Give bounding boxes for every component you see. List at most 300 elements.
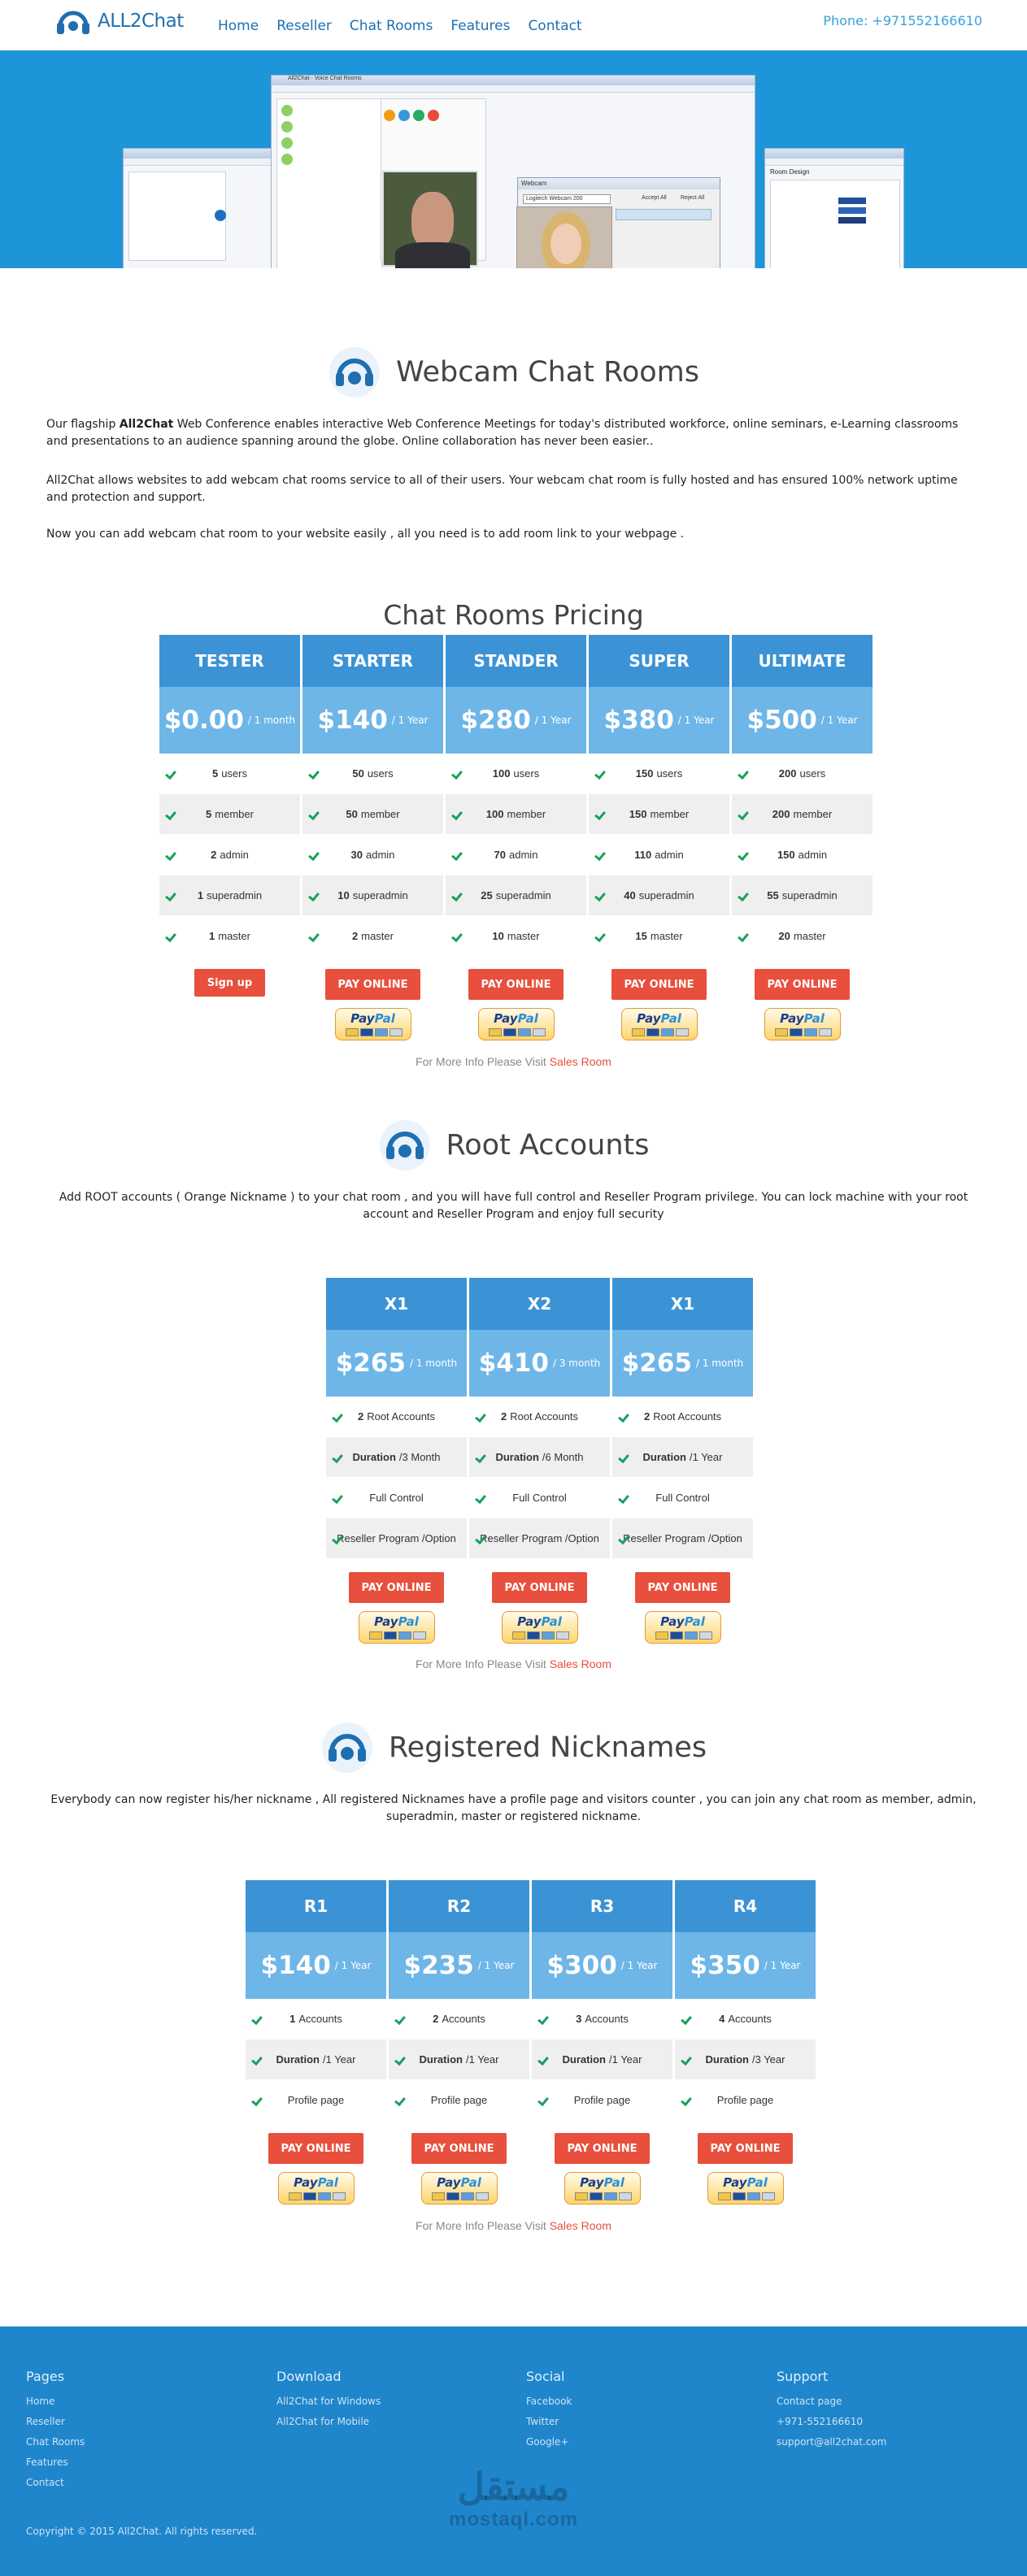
check-icon	[476, 1452, 487, 1463]
feature-text	[351, 849, 395, 861]
feature-value: 50	[352, 767, 364, 780]
feature-row	[302, 916, 443, 957]
feature-label: admin	[798, 849, 828, 861]
feature-label: Profile page	[573, 2094, 631, 2106]
paypal-logo: PayPal	[517, 1614, 562, 1629]
feature-value: 110	[634, 849, 652, 861]
price-amount: $500	[746, 706, 817, 735]
price-period: / 1 Year	[764, 1960, 801, 1971]
feature-value: 200	[778, 767, 797, 780]
footer-link-home[interactable]: Home	[26, 2396, 55, 2407]
feature-value: 2	[643, 1410, 651, 1423]
feature-value: 100	[485, 808, 504, 820]
check-icon	[309, 931, 320, 942]
feature-text	[767, 889, 837, 901]
feature-row	[326, 1478, 467, 1518]
feature-text	[636, 767, 683, 780]
pricing-plan-1	[159, 635, 300, 957]
pricing-plan-3	[446, 635, 586, 957]
feature-text	[352, 930, 394, 942]
webcam-section-header	[0, 345, 1027, 399]
feature-text	[352, 767, 393, 780]
check-icon	[476, 1492, 487, 1504]
feature-row	[389, 2040, 529, 2080]
root-section-header	[0, 1119, 1027, 1172]
footer-link-contact[interactable]: Contact	[26, 2477, 64, 2488]
price-period: / 1 Year	[391, 715, 429, 726]
pay-online-button[interactable]: PAY ONLINE	[555, 2133, 651, 2164]
pay-online-button[interactable]: PAY ONLINE	[698, 2133, 794, 2164]
root-plan-3	[612, 1278, 753, 1559]
feature-row	[589, 794, 729, 835]
paypal-logo: PayPal	[723, 2175, 768, 2190]
check-icon	[538, 2095, 550, 2106]
feature-value: 5	[206, 808, 212, 820]
top-navbar	[0, 0, 1027, 50]
feature-value: 150	[777, 849, 795, 861]
plan-name: R2	[389, 1880, 529, 1932]
pay-online-button[interactable]: PAY ONLINE	[755, 969, 851, 1000]
feature-text	[772, 808, 832, 820]
check-icon	[395, 2054, 407, 2066]
feature-row	[532, 2040, 672, 2080]
check-icon	[681, 2054, 693, 2066]
pricing-table	[159, 635, 873, 957]
footer-link-reseller[interactable]: Reseller	[26, 2416, 65, 2427]
check-icon	[595, 890, 607, 901]
plan-price	[389, 1932, 529, 1999]
feature-text	[512, 1492, 566, 1504]
paypal-badge[interactable]	[564, 2172, 641, 2205]
check-icon	[166, 768, 177, 780]
paypal-logo: PayPal	[780, 1011, 825, 1026]
webcam-paragraph-2: All2Chat allows websites to add webcam chat rooms service to all of their users. Your webcam chat room is fully hosted and has ensured 100% network uptime and protection and support.	[46, 474, 958, 504]
price-amount: $235	[403, 1951, 474, 1980]
sales-room-link[interactable]: Sales Room	[549, 1657, 611, 1670]
plan-price	[589, 687, 729, 754]
plan-actions	[446, 969, 586, 1040]
feature-value: Duration	[419, 2053, 463, 2066]
feature-row	[302, 754, 443, 794]
pay-online-button[interactable]: PAY ONLINE	[268, 2133, 364, 2164]
feature-row	[159, 754, 300, 794]
feature-label: Full Control	[369, 1492, 424, 1504]
check-icon	[395, 2013, 407, 2025]
check-icon	[538, 2054, 550, 2066]
paypal-badge[interactable]	[764, 1008, 841, 1040]
feature-label: master	[361, 930, 394, 942]
sales-room-link[interactable]: Sales Room	[549, 1055, 611, 1068]
feature-text	[209, 930, 250, 942]
check-icon	[166, 931, 177, 942]
plan-price	[446, 687, 586, 754]
price-amount: $140	[260, 1951, 331, 1980]
feature-row	[326, 1437, 467, 1478]
feature-text	[494, 849, 538, 861]
paypal-logo: PayPal	[294, 2175, 338, 2190]
feature-label: admin	[366, 849, 395, 861]
phone-number[interactable]: Phone: +971552166610	[823, 13, 982, 28]
feature-label: admin	[509, 849, 538, 861]
feature-label: Root Accounts	[367, 1410, 436, 1423]
paypal-logo: PayPal	[580, 2175, 624, 2190]
check-icon	[538, 2013, 550, 2025]
check-icon	[452, 931, 463, 942]
footer	[0, 2326, 1027, 2576]
paypal-badge[interactable]	[645, 1611, 721, 1644]
feature-row	[159, 875, 300, 916]
feature-label: users	[221, 767, 248, 780]
plan-name: R3	[532, 1880, 672, 1932]
paypal-badge[interactable]	[478, 1008, 555, 1040]
feature-label: superadmin	[638, 889, 694, 901]
feature-value: 50	[346, 808, 358, 820]
feature-value: Duration	[352, 1451, 396, 1463]
nick-buttons	[246, 2133, 816, 2205]
feature-row	[159, 916, 300, 957]
check-icon	[619, 1411, 630, 1423]
brand-mention: All2Chat	[119, 418, 174, 431]
feature-label: member	[507, 808, 546, 820]
feature-label: Accounts	[585, 2013, 629, 2025]
brand-logo[interactable]	[54, 5, 184, 37]
feature-text	[358, 1410, 435, 1423]
credit-cards-icon	[575, 2192, 632, 2200]
nav-reseller[interactable]: Reseller	[276, 18, 332, 34]
feature-label: Full Control	[655, 1492, 710, 1504]
footer-link-googleplus[interactable]: Google+	[526, 2436, 569, 2448]
feature-label: member	[360, 808, 400, 820]
plan-price	[302, 687, 443, 754]
room-design-window: Room Design	[764, 148, 904, 268]
feature-row	[589, 875, 729, 916]
pay-online-button[interactable]: PAY ONLINE	[492, 1572, 588, 1603]
feature-text	[779, 767, 826, 780]
check-icon	[738, 931, 750, 942]
feature-text	[501, 1410, 578, 1423]
footer-link-contact-page[interactable]: Contact page	[777, 2396, 842, 2407]
feature-text	[276, 2053, 356, 2066]
feature-value: 2	[211, 849, 217, 861]
paypal-badge[interactable]	[707, 2172, 784, 2205]
plan-price	[469, 1330, 610, 1397]
check-icon	[166, 890, 177, 901]
feature-text	[289, 2013, 342, 2025]
feature-label: Accounts	[728, 2013, 772, 2025]
feature-row	[326, 1397, 467, 1437]
price-period: / 3 month	[553, 1358, 601, 1369]
nav-chat-rooms[interactable]: Chat Rooms	[349, 18, 433, 34]
feature-label: member	[793, 808, 833, 820]
feature-value: 1	[289, 2013, 296, 2025]
sales-room-link[interactable]: Sales Room	[549, 2219, 611, 2232]
root-buttons	[326, 1572, 753, 1644]
feature-text	[346, 808, 399, 820]
paypal-logo: PayPal	[437, 2175, 481, 2190]
pay-online-button[interactable]: PAY ONLINE	[635, 1572, 731, 1603]
paypal-logo: PayPal	[350, 1011, 395, 1026]
plan-actions	[159, 969, 300, 1040]
pay-online-button[interactable]: PAY ONLINE	[325, 969, 421, 1000]
pay-online-button[interactable]: PAY ONLINE	[349, 1572, 445, 1603]
check-icon	[333, 1533, 344, 1544]
feature-text	[643, 1451, 723, 1463]
more-info-root: For More Info Please Visit Sales Room	[416, 1657, 611, 1670]
feature-label: superadmin	[352, 889, 408, 901]
feature-text	[719, 2013, 772, 2025]
check-icon	[595, 809, 607, 820]
feature-label: superadmin	[495, 889, 551, 901]
feature-label: /3 Year	[751, 2053, 785, 2066]
credit-cards-icon	[775, 1028, 832, 1036]
feature-label: Accounts	[442, 2013, 485, 2025]
paypal-badge[interactable]	[278, 2172, 355, 2205]
feature-row	[469, 1397, 610, 1437]
feature-label: admin	[655, 849, 684, 861]
nick-plan-3	[532, 1880, 672, 2121]
feature-value: 1	[209, 930, 215, 942]
feature-row	[589, 754, 729, 794]
copyright: Copyright © 2015 All2Chat. All rights reserved.	[26, 2526, 258, 2537]
headset-logo-icon	[320, 1721, 374, 1775]
footer-link-features[interactable]: Features	[26, 2457, 68, 2468]
feature-text	[576, 2013, 629, 2025]
check-icon	[452, 890, 463, 901]
headset-logo-icon	[328, 345, 381, 399]
feature-value: 100	[492, 767, 511, 780]
price-amount: $350	[690, 1951, 760, 1980]
paypal-badge[interactable]	[335, 1008, 411, 1040]
plan-name: TESTER	[159, 635, 300, 687]
nav-home[interactable]: Home	[218, 18, 259, 34]
check-icon	[619, 1452, 630, 1463]
nick-plan-1	[246, 1880, 386, 2121]
feature-label: member	[650, 808, 690, 820]
plan-actions	[246, 2133, 386, 2205]
footer-link-facebook[interactable]: Facebook	[526, 2396, 572, 2407]
price-amount: $300	[546, 1951, 617, 1980]
feature-value: Duration	[276, 2053, 320, 2066]
check-icon	[166, 849, 177, 861]
plan-actions	[469, 1572, 610, 1644]
feature-text	[563, 2053, 642, 2066]
webcam-section-title: Webcam Chat Rooms	[395, 356, 700, 389]
price-period: / 1 month	[696, 1358, 744, 1369]
feature-row	[469, 1518, 610, 1559]
feature-row	[246, 2080, 386, 2121]
paypal-badge[interactable]	[502, 1611, 578, 1644]
feature-text	[337, 1532, 456, 1544]
feature-text	[352, 1451, 440, 1463]
plan-actions	[675, 2133, 816, 2205]
feature-label: master	[218, 930, 250, 942]
feature-row	[246, 1999, 386, 2040]
feature-text	[624, 889, 694, 901]
feature-value: 200	[772, 808, 790, 820]
pricing-plan-2	[302, 635, 443, 957]
feature-label: Profile page	[430, 2094, 488, 2106]
feature-row	[246, 2040, 386, 2080]
price-period: / 1 Year	[820, 715, 858, 726]
plan-name: ULTIMATE	[732, 635, 873, 687]
paypal-badge[interactable]	[359, 1611, 435, 1644]
check-icon	[595, 768, 607, 780]
check-icon	[452, 768, 463, 780]
feature-value: 70	[494, 849, 507, 861]
check-icon	[452, 809, 463, 820]
feature-label: users	[656, 767, 683, 780]
plan-name: SUPER	[589, 635, 729, 687]
more-info-nick: For More Info Please Visit Sales Room	[416, 2219, 611, 2232]
price-amount: $265	[335, 1349, 406, 1378]
nick-section-header	[0, 1721, 1027, 1775]
feature-row	[469, 1437, 610, 1478]
plan-actions	[326, 1572, 467, 1644]
nick-plan-2	[389, 1880, 529, 2121]
check-icon	[252, 2054, 263, 2066]
paypal-badge[interactable]	[421, 2172, 498, 2205]
feature-text	[717, 2094, 773, 2106]
feature-text	[655, 1492, 709, 1504]
check-icon	[738, 809, 750, 820]
price-period: / 1 month	[410, 1358, 458, 1369]
feature-row	[159, 794, 300, 835]
footer-link-windows[interactable]: All2Chat for Windows	[276, 2396, 381, 2407]
feature-label: /1 Year	[689, 1451, 723, 1463]
price-period: / 1 month	[247, 715, 296, 726]
feature-text	[433, 2013, 485, 2025]
feature-value: 30	[350, 849, 363, 861]
feature-label: /6 Month	[542, 1451, 584, 1463]
hero-banner	[0, 50, 1027, 268]
plan-actions	[532, 2133, 672, 2205]
check-icon	[738, 849, 750, 861]
feature-text	[369, 1492, 423, 1504]
feature-row	[302, 875, 443, 916]
feature-label: Profile page	[287, 2094, 345, 2106]
feature-text	[634, 849, 683, 861]
feature-label: /1 Year	[465, 2053, 499, 2066]
price-amount: $265	[621, 1349, 692, 1378]
feature-label: users	[367, 767, 394, 780]
price-amount: $380	[603, 706, 674, 735]
feature-text	[629, 808, 689, 820]
plan-actions	[589, 969, 729, 1040]
pay-online-button[interactable]: PAY ONLINE	[611, 969, 707, 1000]
nav-contact[interactable]: Contact	[528, 18, 582, 34]
feature-text	[706, 2053, 785, 2066]
feature-value: 2	[352, 930, 359, 942]
feature-text	[420, 2053, 499, 2066]
feature-value: 10	[492, 930, 504, 942]
feature-row	[446, 835, 586, 875]
feature-row	[302, 794, 443, 835]
feature-value: Duration	[642, 1451, 686, 1463]
feature-value: 25	[481, 889, 493, 901]
headset-logo-icon	[54, 5, 93, 37]
credit-cards-icon	[489, 1028, 546, 1036]
pay-online-button[interactable]: PAY ONLINE	[411, 2133, 507, 2164]
feature-text	[574, 2094, 630, 2106]
price-period: / 1 Year	[620, 1960, 658, 1971]
feature-text	[480, 1532, 599, 1544]
footer-col-support: Support Contact page +971-552166610 support@all2chat.com	[777, 2369, 887, 2448]
check-icon	[738, 768, 750, 780]
feature-value: 2	[500, 1410, 507, 1423]
feature-row	[532, 2080, 672, 2121]
footer-link-chat-rooms[interactable]: Chat Rooms	[26, 2436, 85, 2448]
feature-label: master	[793, 930, 826, 942]
feature-label: master	[507, 930, 540, 942]
feature-value: 20	[778, 930, 790, 942]
footer-link-email[interactable]: support@all2chat.com	[777, 2436, 887, 2448]
feature-label: /3 Month	[398, 1451, 441, 1463]
feature-row	[532, 1999, 672, 2040]
feature-label: Reseller Program /Option	[337, 1532, 456, 1544]
credit-cards-icon	[512, 1631, 569, 1640]
footer-link-mobile[interactable]: All2Chat for Mobile	[276, 2416, 370, 2427]
credit-cards-icon	[289, 2192, 346, 2200]
price-amount: $140	[317, 706, 388, 735]
feature-row	[389, 2080, 529, 2121]
feature-text	[623, 1532, 742, 1544]
nav-features[interactable]: Features	[450, 18, 511, 34]
webcam-video-man	[382, 171, 478, 267]
feature-text	[337, 889, 407, 901]
plan-price	[612, 1330, 753, 1397]
feature-row	[675, 2080, 816, 2121]
price-period: / 1 Year	[677, 715, 715, 726]
pay-online-button[interactable]: PAY ONLINE	[468, 969, 564, 1000]
paypal-logo: PayPal	[494, 1011, 538, 1026]
feature-text	[777, 849, 827, 861]
feature-label: /1 Year	[608, 2053, 642, 2066]
check-icon	[309, 849, 320, 861]
feature-row	[389, 1999, 529, 2040]
feature-text	[644, 1410, 721, 1423]
check-icon	[309, 890, 320, 901]
more-info-pricing: For More Info Please Visit Sales Room	[416, 1055, 611, 1068]
credit-cards-icon	[432, 2192, 489, 2200]
check-icon	[738, 890, 750, 901]
feature-text	[212, 767, 247, 780]
feature-row	[589, 916, 729, 957]
feature-label: Reseller Program /Option	[623, 1532, 742, 1544]
feature-text	[431, 2094, 487, 2106]
feature-value: 1	[197, 889, 204, 901]
pricing-plan-4	[589, 635, 729, 957]
nick-description: Everybody can now register his/her nickname , All registered Nicknames have a profile page and visitors counter , you can join any chat room as member, admin, superadmin, master or registered nickname.	[50, 1793, 977, 1823]
feature-row	[302, 835, 443, 875]
footer-col-social: Social Facebook Twitter Google+	[526, 2369, 572, 2448]
check-icon	[252, 2095, 263, 2106]
feature-text	[778, 930, 825, 942]
check-icon	[476, 1533, 487, 1544]
plan-name: X1	[612, 1278, 753, 1330]
check-icon	[333, 1492, 344, 1504]
feature-row	[612, 1397, 753, 1437]
nick-plan-4	[675, 1880, 816, 2121]
check-icon	[395, 2095, 407, 2106]
price-period: / 1 Year	[477, 1960, 515, 1971]
plan-actions	[389, 2133, 529, 2205]
credit-cards-icon	[718, 2192, 775, 2200]
feature-value: 150	[629, 808, 647, 820]
footer-link-twitter[interactable]: Twitter	[526, 2416, 559, 2427]
paypal-badge[interactable]	[621, 1008, 698, 1040]
sign-up-button[interactable]: Sign up	[194, 969, 265, 997]
footer-link-phone[interactable]: +971-552166610	[777, 2416, 864, 2427]
